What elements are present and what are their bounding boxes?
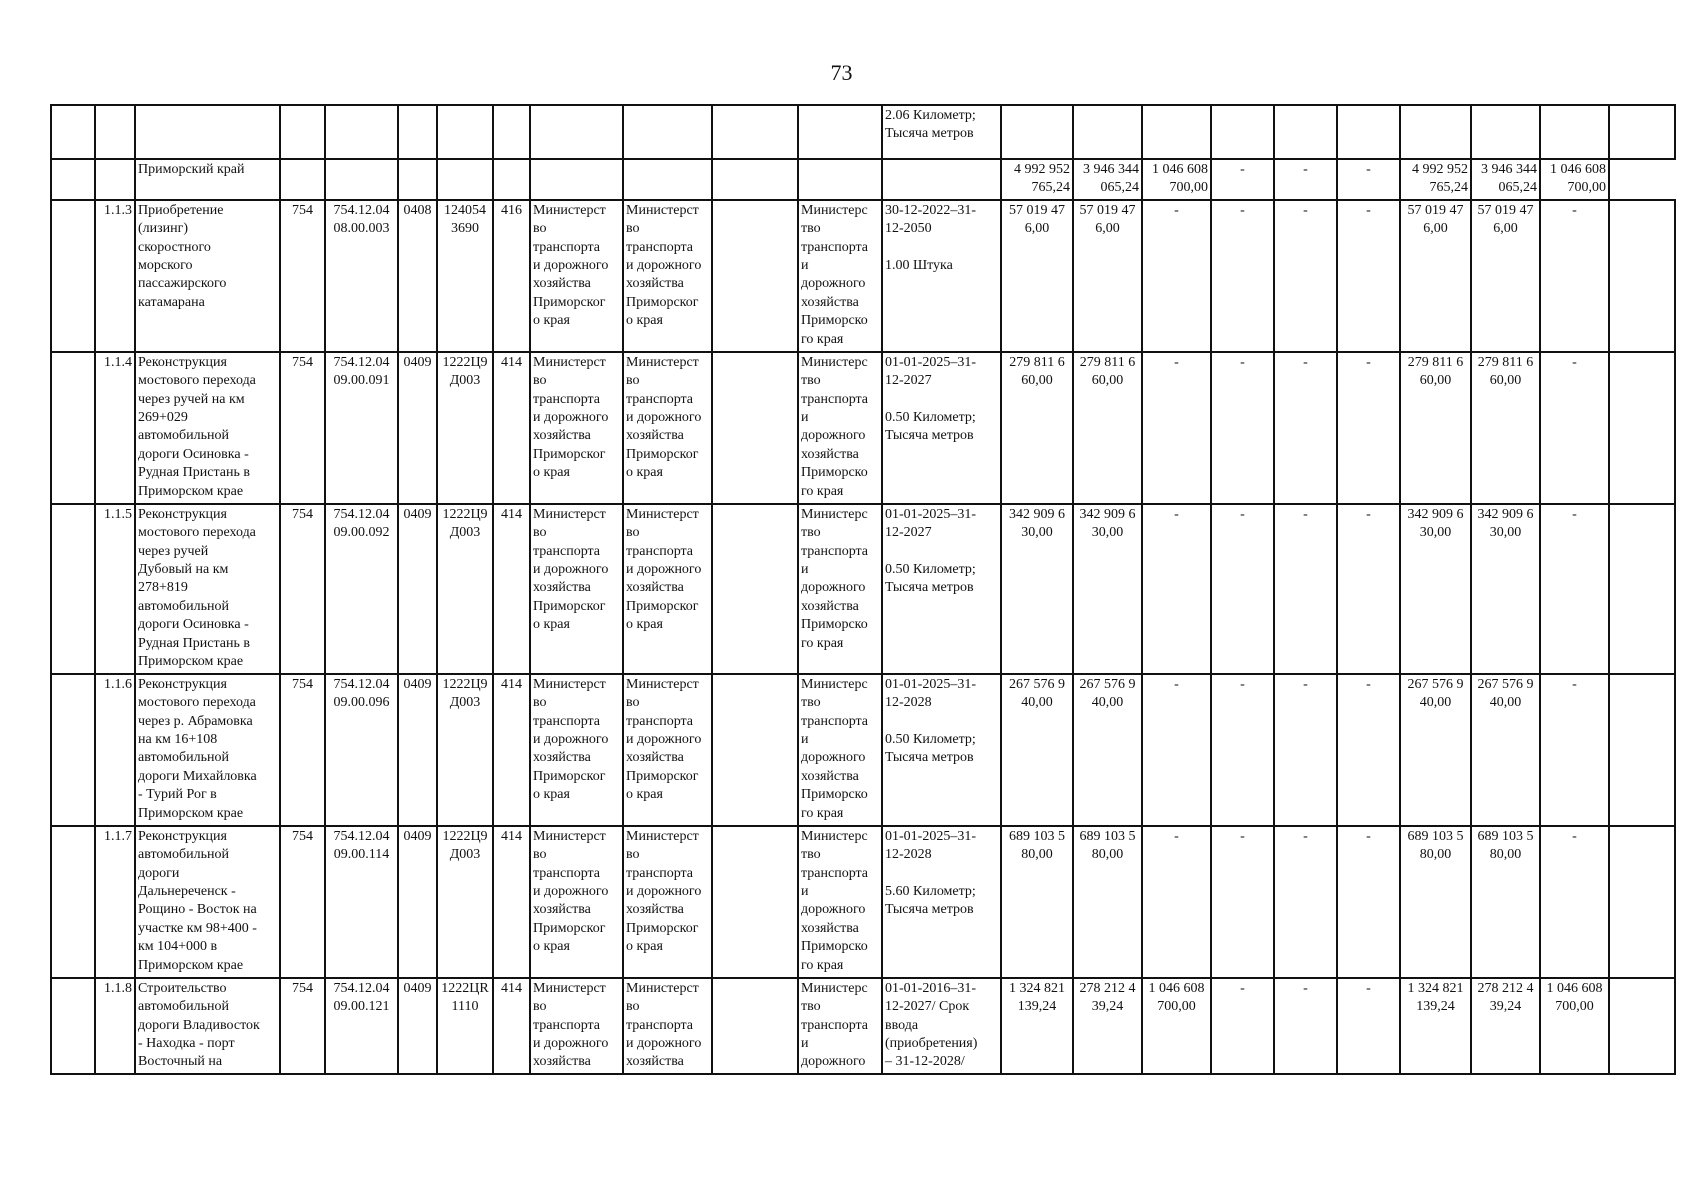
cell-org3: Министерс тво транспорта и дорожного хозяйства Приморско го края xyxy=(798,674,882,826)
cell-empty xyxy=(51,504,95,674)
cell-empty xyxy=(51,352,95,504)
region-sum: - xyxy=(1211,159,1274,200)
cell-org3: Министерс тво транспорта и дорожного xyxy=(798,978,882,1074)
cell-v9: 1 046 608 700,00 xyxy=(1540,978,1609,1074)
cell-org2: Министерст во транспорта и дорожного хозяйства Приморског о края xyxy=(623,826,712,978)
page-number: 73 xyxy=(830,60,853,85)
cell-section: 0409 xyxy=(398,352,437,504)
cell-v2: 279 811 6 60,00 xyxy=(1073,352,1142,504)
cell-v8: 57 019 47 6,00 xyxy=(1471,200,1540,352)
cell-csr: 1222Ц9 Д003 xyxy=(437,674,493,826)
cell-section: 0408 xyxy=(398,200,437,352)
cell-v5: - xyxy=(1274,200,1337,352)
cell-csr: 1222Ц9 Д003 xyxy=(437,826,493,978)
cell-v1: 267 576 9 40,00 xyxy=(1001,674,1073,826)
cell-v2: 342 909 6 30,00 xyxy=(1073,504,1142,674)
cell-num: 1.1.4 xyxy=(95,352,135,504)
cell-v8: 278 212 4 39,24 xyxy=(1471,978,1540,1074)
cell-section: 0409 xyxy=(398,504,437,674)
cell-kbk: 754.12.04 09.00.114 xyxy=(325,826,398,978)
cell-org3: Министерс тво транспорта и дорожного хозяйства Приморско го края xyxy=(798,352,882,504)
cell-empty xyxy=(1609,826,1675,978)
table-row xyxy=(51,978,1675,1074)
cell-name: Приобретение (лизинг) скоростного морского пассажирского катамарана xyxy=(135,200,280,352)
cell-v6: - xyxy=(1337,978,1400,1074)
cell-v2: 278 212 4 39,24 xyxy=(1073,978,1142,1074)
table-row xyxy=(51,200,1675,352)
cell-v2: 267 576 9 40,00 xyxy=(1073,674,1142,826)
cell-org1: Министерст во транспорта и дорожного хозяйства Приморског о края xyxy=(530,504,623,674)
cell-v8: 689 103 5 80,00 xyxy=(1471,826,1540,978)
cell-v1: 1 324 821 139,24 xyxy=(1001,978,1073,1074)
cell-num: 1.1.3 xyxy=(95,200,135,352)
cell-org1: Министерст во транспорта и дорожного хозяйства Приморског о края xyxy=(530,352,623,504)
cell-org2: Министерст во транспорта и дорожного хозяйства Приморског о края xyxy=(623,674,712,826)
region-name: Приморский край xyxy=(135,159,280,200)
cell-code: 754 xyxy=(280,978,325,1074)
table-row xyxy=(51,674,1675,826)
cell-v4: - xyxy=(1211,674,1274,826)
cell-code: 754 xyxy=(280,200,325,352)
cell-vr: 414 xyxy=(493,352,530,504)
cell-v5: - xyxy=(1274,504,1337,674)
cell-vr: 414 xyxy=(493,674,530,826)
cell-v1: 689 103 5 80,00 xyxy=(1001,826,1073,978)
cell-blank xyxy=(712,674,798,826)
cell-vr: 414 xyxy=(493,504,530,674)
cell-period: 01-01-2025–31- 12-2027 0.50 Километр; Тысяча метров xyxy=(882,504,1001,674)
cell-period: 01-01-2025–31- 12-2028 5.60 Километр; Тысяча метров xyxy=(882,826,1001,978)
cell-period: 01-01-2016–31- 12-2027/ Срок ввода (приобретения) – 31-12-2028/ xyxy=(882,978,1001,1074)
region-sum: 1 046 608 700,00 xyxy=(1142,159,1211,200)
cell-blank xyxy=(712,200,798,352)
cell-blank xyxy=(712,352,798,504)
cell-v8: 279 811 6 60,00 xyxy=(1471,352,1540,504)
cell-kbk: 754.12.04 08.00.003 xyxy=(325,200,398,352)
cell-org2: Министерст во транспорта и дорожного хозяйства Приморског о края xyxy=(623,504,712,674)
cell-v5: - xyxy=(1274,352,1337,504)
cell-v9: - xyxy=(1540,504,1609,674)
cell-name: Реконструкция автомобильной дороги Дальнереченск - Рощино - Восток на участке км 98+400 - км 104+000 в Приморском крае xyxy=(135,826,280,978)
cell-num: 1.1.8 xyxy=(95,978,135,1074)
cell-org3: Министерс тво транспорта и дорожного хозяйства Приморско го края xyxy=(798,200,882,352)
cell-name: Реконструкция мостового перехода через ручей на км 269+029 автомобильной дороги Осиновка - Рудная Пристань в Приморском крае xyxy=(135,352,280,504)
cell-period: 30-12-2022–31- 12-2050 1.00 Штука xyxy=(882,200,1001,352)
cell-csr: 1222ЦR 1110 xyxy=(437,978,493,1074)
table-row xyxy=(51,826,1675,978)
cell-empty xyxy=(51,674,95,826)
region-sum: - xyxy=(1337,159,1400,200)
region-sum: 1 046 608 700,00 xyxy=(1540,159,1609,200)
cell-v7: 342 909 6 30,00 xyxy=(1400,504,1471,674)
cell-section: 0409 xyxy=(398,978,437,1074)
cell-num: 1.1.6 xyxy=(95,674,135,826)
cell-code: 754 xyxy=(280,352,325,504)
cell-org1: Министерст во транспорта и дорожного хозяйства xyxy=(530,978,623,1074)
cell-v3: - xyxy=(1142,352,1211,504)
region-sum: 4 992 952 765,24 xyxy=(1001,159,1073,200)
budget-table xyxy=(50,104,1676,1075)
cell-v6: - xyxy=(1337,200,1400,352)
cell-v6: - xyxy=(1337,674,1400,826)
cell-empty xyxy=(1609,674,1675,826)
cell-v7: 279 811 6 60,00 xyxy=(1400,352,1471,504)
table-row-region xyxy=(51,159,1675,200)
cell-kbk: 754.12.04 09.00.092 xyxy=(325,504,398,674)
cell-v7: 1 324 821 139,24 xyxy=(1400,978,1471,1074)
cell-blank xyxy=(712,826,798,978)
cell-name: Строительство автомобильной дороги Владивосток - Находка - порт Восточный на xyxy=(135,978,280,1074)
cell-code: 754 xyxy=(280,674,325,826)
cell-vr: 414 xyxy=(493,978,530,1074)
cell-num: 1.1.5 xyxy=(95,504,135,674)
cell-kbk: 754.12.04 09.00.096 xyxy=(325,674,398,826)
cell-empty xyxy=(1609,978,1675,1074)
region-sum: 3 946 344 065,24 xyxy=(1471,159,1540,200)
cell-v3: - xyxy=(1142,200,1211,352)
cell-empty xyxy=(1609,352,1675,504)
cell-kbk: 754.12.04 09.00.121 xyxy=(325,978,398,1074)
cell-section: 0409 xyxy=(398,674,437,826)
table-row xyxy=(51,504,1675,674)
region-sum: 3 946 344 065,24 xyxy=(1073,159,1142,200)
cell-v7: 267 576 9 40,00 xyxy=(1400,674,1471,826)
cell-csr: 1222Ц9 Д003 xyxy=(437,504,493,674)
cell-v6: - xyxy=(1337,352,1400,504)
cell-empty xyxy=(51,200,95,352)
cell-vr: 416 xyxy=(493,200,530,352)
cell-blank xyxy=(712,978,798,1074)
cell-code: 754 xyxy=(280,826,325,978)
cell-v7: 689 103 5 80,00 xyxy=(1400,826,1471,978)
cell-blank xyxy=(712,504,798,674)
table-row xyxy=(51,352,1675,504)
cell-period: 01-01-2025–31- 12-2027 0.50 Километр; Тысяча метров xyxy=(882,352,1001,504)
cell-empty xyxy=(1609,504,1675,674)
cell-v3: 1 046 608 700,00 xyxy=(1142,978,1211,1074)
cell-v3: - xyxy=(1142,826,1211,978)
cell-org2: Министерст во транспорта и дорожного хозяйства xyxy=(623,978,712,1074)
cell-v9: - xyxy=(1540,200,1609,352)
cell-v3: - xyxy=(1142,674,1211,826)
cell-name: Реконструкция мостового перехода через р. Абрамовка на км 16+108 автомобильной дороги Михайловка - Турий Рог в Приморском крае xyxy=(135,674,280,826)
cell-org1: Министерст во транспорта и дорожного хозяйства Приморског о края xyxy=(530,826,623,978)
table-row xyxy=(51,105,1675,159)
cell-v9: - xyxy=(1540,826,1609,978)
cell-v8: 342 909 6 30,00 xyxy=(1471,504,1540,674)
cell-v4: - xyxy=(1211,978,1274,1074)
cell-org3: Министерс тво транспорта и дорожного хозяйства Приморско го края xyxy=(798,504,882,674)
cell-v4: - xyxy=(1211,200,1274,352)
cell-v6: - xyxy=(1337,504,1400,674)
cell-v2: 57 019 47 6,00 xyxy=(1073,200,1142,352)
cell-v5: - xyxy=(1274,978,1337,1074)
cell-org3: Министерс тво транспорта и дорожного хозяйства Приморско го края xyxy=(798,826,882,978)
cell-csr: 124054 3690 xyxy=(437,200,493,352)
cell-v1: 342 909 6 30,00 xyxy=(1001,504,1073,674)
cell-vr: 414 xyxy=(493,826,530,978)
cell-empty xyxy=(51,826,95,978)
cell-v2: 689 103 5 80,00 xyxy=(1073,826,1142,978)
cell-org2: Министерст во транспорта и дорожного хозяйства Приморског о края xyxy=(623,352,712,504)
cell-period: 01-01-2025–31- 12-2028 0.50 Километр; Тысяча метров xyxy=(882,674,1001,826)
cell-num: 1.1.7 xyxy=(95,826,135,978)
cell-v6: - xyxy=(1337,826,1400,978)
cell-v9: - xyxy=(1540,352,1609,504)
cell-v9: - xyxy=(1540,674,1609,826)
cell-csr: 1222Ц9 Д003 xyxy=(437,352,493,504)
cell-code: 754 xyxy=(280,504,325,674)
cell-v4: - xyxy=(1211,826,1274,978)
cell-org1: Министерст во транспорта и дорожного хозяйства Приморског о края xyxy=(530,200,623,352)
cell-section: 0409 xyxy=(398,826,437,978)
cell-v5: - xyxy=(1274,674,1337,826)
cell-v4: - xyxy=(1211,504,1274,674)
cell-empty xyxy=(51,978,95,1074)
cell-org2: Министерст во транспорта и дорожного хозяйства Приморског о края xyxy=(623,200,712,352)
cell-v5: - xyxy=(1274,826,1337,978)
cell-empty xyxy=(1609,200,1675,352)
region-sum: - xyxy=(1274,159,1337,200)
unit-cell: 2.06 Километр; Тысяча метров xyxy=(882,105,1001,159)
cell-v3: - xyxy=(1142,504,1211,674)
region-sum: 4 992 952 765,24 xyxy=(1400,159,1471,200)
cell-v7: 57 019 47 6,00 xyxy=(1400,200,1471,352)
cell-v8: 267 576 9 40,00 xyxy=(1471,674,1540,826)
cell-v4: - xyxy=(1211,352,1274,504)
cell-org1: Министерст во транспорта и дорожного хозяйства Приморског о края xyxy=(530,674,623,826)
cell-v1: 279 811 6 60,00 xyxy=(1001,352,1073,504)
cell-v1: 57 019 47 6,00 xyxy=(1001,200,1073,352)
cell-name: Реконструкция мостового перехода через ручей Дубовый на км 278+819 автомобильной дороги Осиновка - Рудная Пристань в Приморском крае xyxy=(135,504,280,674)
cell-kbk: 754.12.04 09.00.091 xyxy=(325,352,398,504)
